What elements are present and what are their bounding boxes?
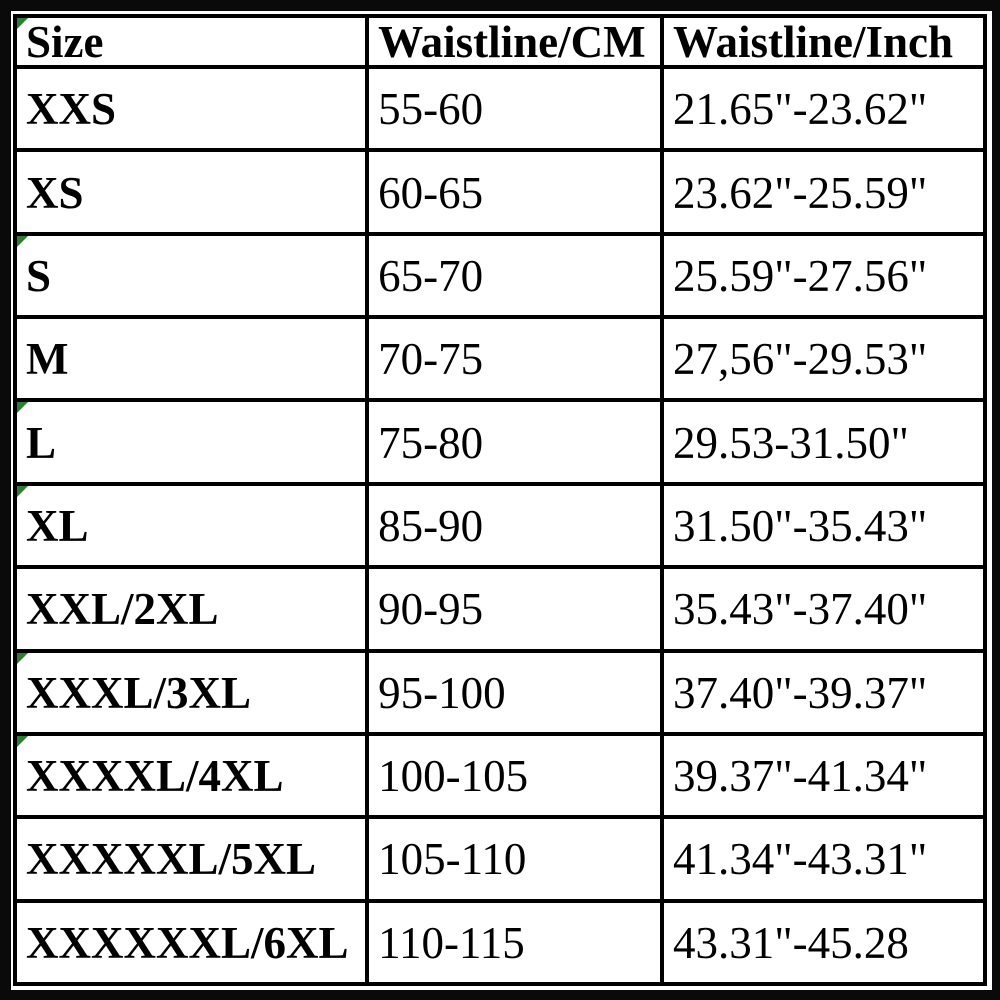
cm-value: 75-80 — [378, 417, 484, 468]
cm-cell — [367, 651, 662, 734]
size-value: L — [26, 417, 57, 468]
inch-cell — [662, 651, 985, 734]
size-cell — [15, 400, 367, 483]
size-cell — [15, 901, 367, 984]
inch-value: 21.65"-23.62" — [672, 84, 928, 135]
inch-cell — [662, 234, 985, 317]
table-row — [15, 150, 985, 233]
cm-value: 55-60 — [378, 84, 484, 135]
cell-corner-marker-icon — [17, 18, 28, 29]
col-header-size-label: Size — [26, 17, 104, 67]
table-row — [15, 567, 985, 650]
cm-value: 105-110 — [378, 834, 527, 885]
inch-value: 37.40"-39.37" — [672, 667, 928, 718]
cell-corner-marker-icon — [17, 486, 28, 497]
inch-value: 41.34"-43.31" — [672, 834, 928, 885]
size-cell — [15, 67, 367, 150]
inch-cell — [662, 317, 985, 400]
table-row — [15, 400, 985, 483]
cm-value: 95-100 — [378, 667, 506, 718]
inch-value: 31.50"-35.43" — [672, 500, 928, 551]
inch-value: 25.59"-27.56" — [672, 250, 928, 301]
inch-cell — [662, 817, 985, 900]
col-header-waistline-inch — [662, 16, 985, 67]
size-chart-table — [13, 14, 987, 986]
cm-cell — [367, 400, 662, 483]
inch-value: 27,56"-29.53" — [672, 334, 928, 385]
cm-value: 70-75 — [378, 334, 484, 385]
size-value: XXXL/3XL — [26, 667, 252, 718]
cm-cell — [367, 234, 662, 317]
page-background — [11, 11, 992, 990]
inch-value: 43.31"-45.28 — [672, 917, 909, 968]
size-cell — [15, 150, 367, 233]
inch-value: 29.53-31.50" — [672, 417, 909, 468]
size-cell — [15, 317, 367, 400]
size-cell — [15, 817, 367, 900]
inch-cell — [662, 567, 985, 650]
inch-cell — [662, 400, 985, 483]
size-value: XXS — [26, 84, 117, 135]
cm-value: 90-95 — [378, 584, 484, 635]
col-header-waistline-inch-label: Waistline/Inch — [672, 17, 954, 67]
cm-cell — [367, 317, 662, 400]
cm-cell — [367, 734, 662, 817]
size-cell — [15, 651, 367, 734]
cell-corner-marker-icon — [17, 236, 28, 247]
cm-cell — [367, 67, 662, 150]
cell-corner-marker-icon — [17, 736, 28, 747]
inch-value: 39.37"-41.34" — [672, 751, 928, 802]
size-value: XS — [26, 167, 84, 218]
inch-cell — [662, 484, 985, 567]
cm-value: 65-70 — [378, 250, 484, 301]
cm-value: 60-65 — [378, 167, 484, 218]
cm-value: 110-115 — [378, 917, 525, 968]
inch-cell — [662, 901, 985, 984]
cm-cell — [367, 901, 662, 984]
size-cell — [15, 234, 367, 317]
size-cell — [15, 484, 367, 567]
table-row — [15, 651, 985, 734]
inch-cell — [662, 67, 985, 150]
col-header-waistline-cm — [367, 16, 662, 67]
table-row — [15, 734, 985, 817]
cell-corner-marker-icon — [17, 653, 28, 664]
header-row — [15, 16, 985, 67]
size-value: XXXXL/4XL — [26, 751, 284, 802]
cm-cell — [367, 150, 662, 233]
size-value: S — [26, 250, 52, 301]
size-value: XXL/2XL — [26, 584, 219, 635]
table-row — [15, 817, 985, 900]
cm-value: 100-105 — [378, 751, 529, 802]
size-value: M — [26, 334, 69, 385]
cell-corner-marker-icon — [17, 402, 28, 413]
cm-cell — [367, 484, 662, 567]
size-value: XXXXXL/5XL — [26, 834, 317, 885]
cm-cell — [367, 817, 662, 900]
table-row — [15, 901, 985, 984]
cm-cell — [367, 567, 662, 650]
table-row — [15, 234, 985, 317]
col-header-size — [15, 16, 367, 67]
size-value: XXXXXXL/6XL — [26, 917, 349, 968]
size-cell — [15, 734, 367, 817]
table-row — [15, 317, 985, 400]
col-header-waistline-cm-label: Waistline/CM — [378, 17, 646, 67]
table-row — [15, 67, 985, 150]
table-row — [15, 484, 985, 567]
inch-cell — [662, 150, 985, 233]
size-value: XL — [26, 500, 89, 551]
inch-value: 23.62"-25.59" — [672, 167, 928, 218]
inch-cell — [662, 734, 985, 817]
inch-value: 35.43"-37.40" — [672, 584, 928, 635]
cm-value: 85-90 — [378, 500, 484, 551]
size-cell — [15, 567, 367, 650]
